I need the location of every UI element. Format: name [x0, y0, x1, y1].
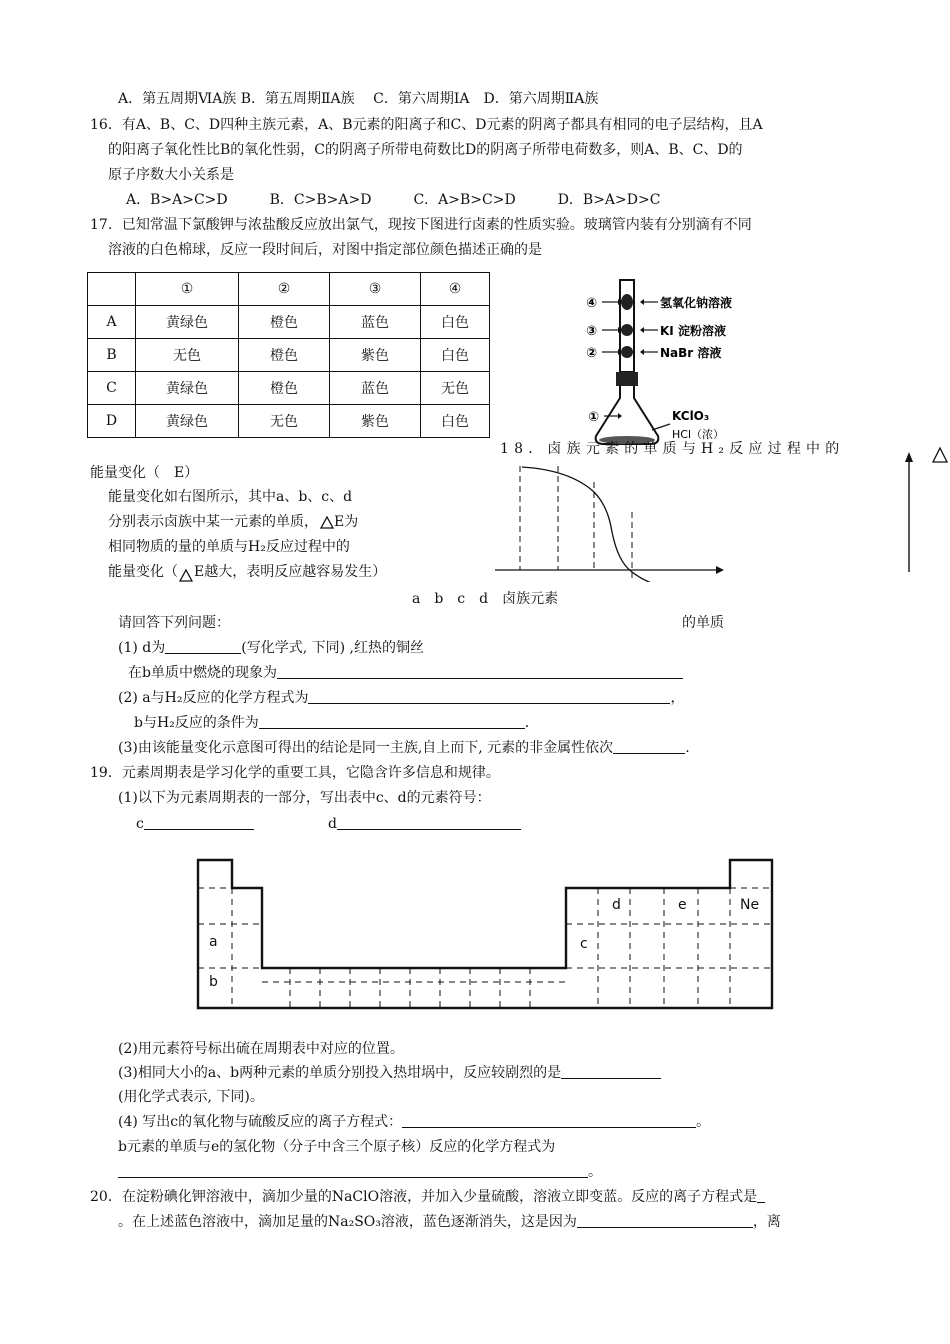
cotton-ball-4: [621, 294, 633, 310]
delta-icon: [933, 448, 947, 462]
table-cell: 蓝色: [330, 306, 421, 339]
reagent-kclo3: KClO₃: [672, 409, 710, 423]
q16-line3: 原子序数大小关系是: [108, 167, 234, 183]
table-cell: 无色: [136, 339, 239, 372]
reagent-naoh: 氢氧化钠溶液: [660, 296, 733, 310]
q18-part2: [118, 689, 684, 707]
q18-desc2-tail: E为: [334, 514, 359, 530]
answer-blank[interactable]: [402, 1113, 696, 1128]
q19-d-label: d: [328, 816, 337, 832]
table-cell: 紫色: [330, 405, 421, 438]
q19-p1: (1)以下为元素周期表的一部分，写出表中c、d的元素符号：: [118, 790, 491, 806]
q19-c-label: c: [136, 816, 144, 832]
stopper: [616, 372, 638, 386]
q18-line1: 18．卤族元素的单质与H₂反应过程中的: [500, 441, 845, 457]
q19-p4dot: 。: [696, 1114, 711, 1130]
table-cell: 白色: [421, 339, 490, 372]
q18-right-label: 的单质: [682, 615, 724, 631]
table-row: [88, 372, 490, 405]
energy-curve: [522, 467, 674, 582]
reagent-ki: KI 淀粉溶液: [660, 324, 726, 338]
q19-p4-answer: [118, 1163, 602, 1181]
label-3: ③: [586, 324, 598, 339]
table-cell: D: [88, 405, 136, 438]
q18-desc3: 相同物质的量的单质与H₂反应过程中的: [108, 539, 350, 555]
q16-line1: 16．有A、B、C、D四种主族元素，A、B元素的阳离子和C、D元素的阴离子都具有相同的电子层结构，且A: [90, 117, 763, 133]
energy-graph: [490, 462, 730, 582]
table-cell: 黄绿色: [136, 405, 239, 438]
q18-p1b: (写化学式, 下同) ,红热的铜丝: [241, 640, 424, 656]
q18-desc4-tail: E越大，表明反应越容易发生）: [194, 564, 387, 580]
element-d: d: [612, 897, 621, 913]
q18-part1: [118, 639, 424, 657]
element-ne: Ne: [740, 897, 760, 913]
cotton-ball-3: [621, 324, 633, 336]
q16-options: A．B>A>C>D B．C>B>A>D C．A>B>C>D D．B>A>D>C: [126, 192, 661, 208]
answer-blank[interactable]: [165, 639, 241, 654]
table-cell: ①: [136, 273, 239, 306]
answer-blank[interactable]: [259, 714, 525, 729]
q18-desc1: 能量变化如右图所示，其中a、b、c、d: [108, 489, 353, 505]
table-cell: 无色: [421, 372, 490, 405]
q18-part2b: [134, 714, 539, 732]
answer-blank[interactable]: [613, 739, 685, 754]
q20-line2b: ，离: [752, 1214, 781, 1230]
table-cell: 橙色: [239, 372, 330, 405]
table-row: [88, 339, 490, 372]
q18-line2: 能量变化（ E）: [90, 465, 199, 481]
q18-p2b: b与H₂反应的条件为: [134, 715, 259, 731]
table-cell: 橙色: [239, 339, 330, 372]
conical-flask: [596, 386, 659, 444]
table-cell: C: [88, 372, 136, 405]
q17-options-table: [87, 272, 490, 438]
table-cell: 白色: [421, 405, 490, 438]
q18-desc4: [108, 563, 386, 582]
q18-p2a: (2) a与H₂反应的化学方程式为: [118, 690, 309, 706]
graph-x-labels: a b c d 卤族元素: [412, 591, 559, 607]
table-thick-border: [198, 860, 772, 1008]
answer-blank[interactable]: [277, 664, 683, 679]
q20-line1-text: 20．在淀粉碘化钾溶液中，滴加少量的NaClO溶液，并加入少量硫酸，溶液立即变蓝。反应的离子方程式是: [90, 1189, 758, 1205]
q19-c-answer: [136, 815, 254, 833]
table-row: [88, 306, 490, 339]
q18-ask: 请回答下列问题：: [118, 615, 230, 631]
q18-p1a: (1) d为: [118, 640, 166, 656]
table-cell: B: [88, 339, 136, 372]
answer-blank[interactable]: [757, 1188, 765, 1203]
table-cell: 黄绿色: [136, 372, 239, 405]
reagent-nabr: NaBr 溶液: [660, 346, 722, 360]
element-a: a: [209, 934, 218, 950]
q15-options: A．第五周期ⅥA族 B．第五周期ⅡA族 C．第六周期ⅠA D．第六周期ⅡA族: [118, 91, 599, 107]
table-cell: 橙色: [239, 306, 330, 339]
q19-d-answer: [328, 815, 521, 833]
answer-blank[interactable]: [337, 815, 521, 830]
delta-icon: [179, 569, 193, 582]
q19-p4a: (4) 写出c的氧化物与硫酸反应的离子方程式：: [118, 1114, 403, 1130]
label-4: ④: [586, 296, 598, 311]
q19-line1: 19．元素周期表是学习化学的重要工具，它隐含许多信息和规律。: [90, 765, 500, 781]
q19-p4b: b元素的单质与e的氢化物（分子中含三个原子核）反应的化学方程式为: [118, 1139, 556, 1155]
table-cell: A: [88, 306, 136, 339]
table-cell: 蓝色: [330, 372, 421, 405]
table-cell: 紫色: [330, 339, 421, 372]
q19-p3b: (用化学式表示, 下同)。: [118, 1089, 264, 1105]
q19-p3: [118, 1064, 661, 1082]
q17-line1: 17．已知常温下氯酸钾与浓盐酸反应放出氯气，现按下图进行卤素的性质实验。玻璃管内装有分别滴有不同: [90, 217, 752, 233]
q19-p3a: (3)相同大小的a、b两种元素的单质分别投入热坩埚中，反应较剧烈的是: [118, 1065, 562, 1081]
label-2: ②: [586, 346, 598, 361]
table-cell: ②: [239, 273, 330, 306]
q19-p4end: 。: [588, 1164, 602, 1180]
q18-desc4-text: 能量变化（: [108, 564, 178, 580]
q20-line2: [118, 1213, 781, 1231]
q18-p2comma: ，: [670, 690, 685, 706]
answer-blank[interactable]: [561, 1064, 661, 1079]
table-cell: 无色: [239, 405, 330, 438]
q18-desc2: [108, 513, 358, 531]
element-e: e: [678, 897, 687, 913]
table-cell: 黄绿色: [136, 306, 239, 339]
q18-part1c: [128, 664, 683, 682]
q18-p2dot: ．: [524, 715, 539, 731]
q20-line1: [90, 1188, 765, 1206]
cotton-ball-2: [621, 346, 633, 358]
table-cell: 白色: [421, 306, 490, 339]
q16-line2: 的阳离子氧化性比B的氧化性弱，C的阴离子所带电荷数比D的阴离子所带电荷数多，则A、B、C、D的: [108, 142, 743, 158]
q18-p1c: 在b单质中燃烧的现象为: [128, 665, 277, 681]
halogen-apparatus-diagram: [580, 278, 770, 450]
q20-line2a: 。在上述蓝色溶液中，滴加足量的Na₂SO₃溶液，蓝色逐渐消失，这是因为: [118, 1214, 577, 1230]
answer-blank[interactable]: [308, 689, 670, 704]
label-1: ①: [588, 410, 600, 425]
periodic-table-outline: [190, 852, 780, 1016]
answer-blank[interactable]: [577, 1213, 753, 1228]
element-c: c: [580, 936, 588, 952]
q18-part3: [118, 739, 690, 757]
element-b: b: [209, 974, 218, 990]
answer-blank[interactable]: [118, 1163, 588, 1178]
table-cell: ③: [330, 273, 421, 306]
reagent-hcl: HCl（浓）: [672, 428, 725, 441]
q18-p3dot: .: [685, 740, 690, 756]
q17-line2: 溶液的白色棉球，反应一段时间后，对图中指定部位颜色描述正确的是: [108, 242, 542, 258]
vertical-energy-axis: [900, 446, 948, 576]
q19-p2: (2)用元素符号标出硫在周期表中对应的位置。: [118, 1041, 404, 1057]
table-cell: [88, 273, 136, 306]
answer-blank[interactable]: [144, 815, 254, 830]
table-row: [88, 405, 490, 438]
q18-desc2-text: 分别表示卤族中某一元素的单质，: [108, 514, 318, 530]
table-cell: ④: [421, 273, 490, 306]
delta-icon: [320, 516, 334, 529]
q19-p4: [118, 1113, 710, 1131]
table-header-row: [88, 273, 490, 306]
q18-p3: (3)由该能量变化示意图可得出的结论是同一主族,自上而下, 元素的非金属性依次: [118, 740, 614, 756]
